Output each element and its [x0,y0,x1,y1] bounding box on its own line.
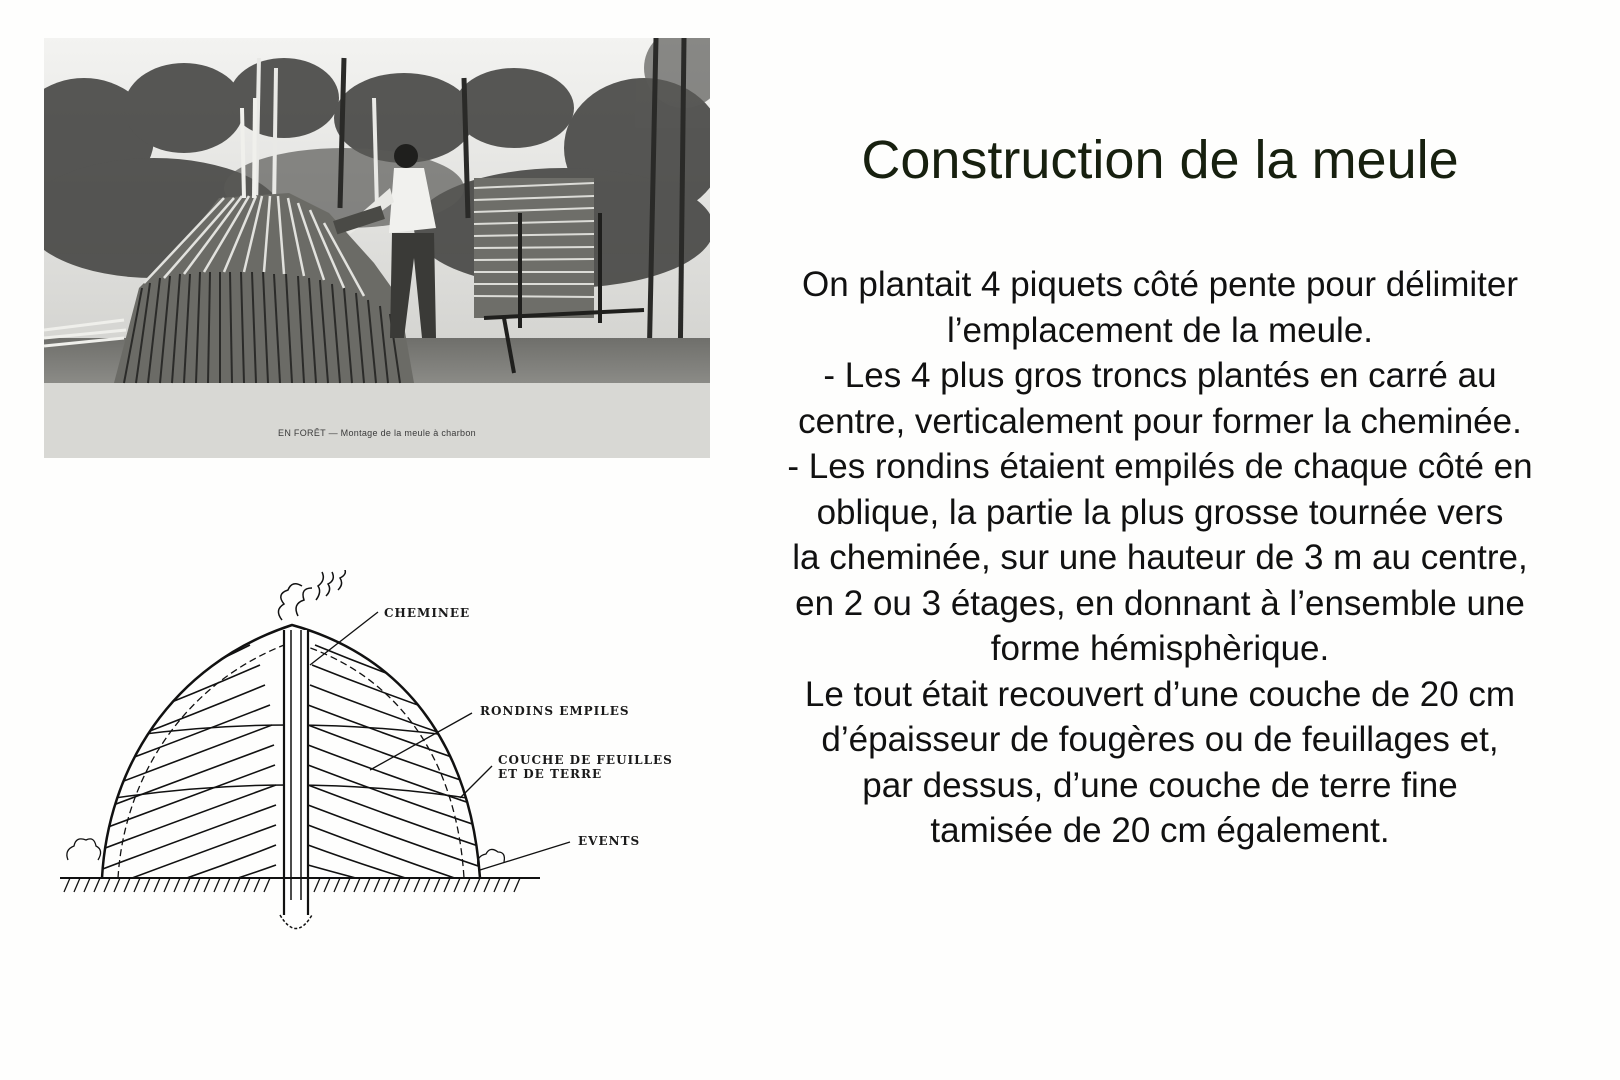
paragraph-line: tamisée de 20 cm également. [930,811,1390,850]
logs-label: RONDINS EMPILES [480,704,630,718]
photo-illustration [44,38,710,458]
charcoal-kiln-photo [44,38,710,458]
paragraph-line: l’emplacement de la meule. [946,310,1374,350]
paragraph-line: par dessus, d’une couche de terre fine [862,765,1458,805]
chimney-label: CHEMINEE [384,606,471,620]
paragraph-line: On plantait 4 piquets côté pente pour délimiter [802,265,1518,304]
vents-label: EVENTS [578,834,641,848]
slide-title: Construction de la meule [861,130,1459,190]
paragraph-line: forme hémisphèrique. [990,629,1330,668]
kiln-cross-section-diagram [60,570,720,970]
cover-label-line2: ET DE TERRE [498,767,603,781]
paragraph-line: en 2 ou 3 étages, en donnant à l’ensemble une [795,583,1525,623]
cover-label-line1: COUCHE DE FEUILLES [498,753,673,767]
paragraph-line: Le tout était recouvert d’une couche de 20 cm [804,674,1516,714]
paragraph-line: la cheminée, sur une hauteur de 3 m au centre, [792,538,1528,577]
cover-label [498,753,673,781]
photo-caption: EN FORÊT — Montage de la meule à charbon [278,428,476,438]
paragraph-line: d’épaisseur de fougères ou de feuillages et, [821,720,1499,759]
slide-paragraph [718,262,1602,854]
paragraph-line: oblique, la partie la plus grosse tournée vers [816,492,1504,532]
paragraph-line: - Les rondins étaient empilés de chaque côté en [787,447,1533,486]
paragraph-line: centre, verticalement pour former la cheminée. [798,401,1522,441]
paragraph-line: - Les 4 plus gros troncs plantés en carré au [823,356,1497,395]
